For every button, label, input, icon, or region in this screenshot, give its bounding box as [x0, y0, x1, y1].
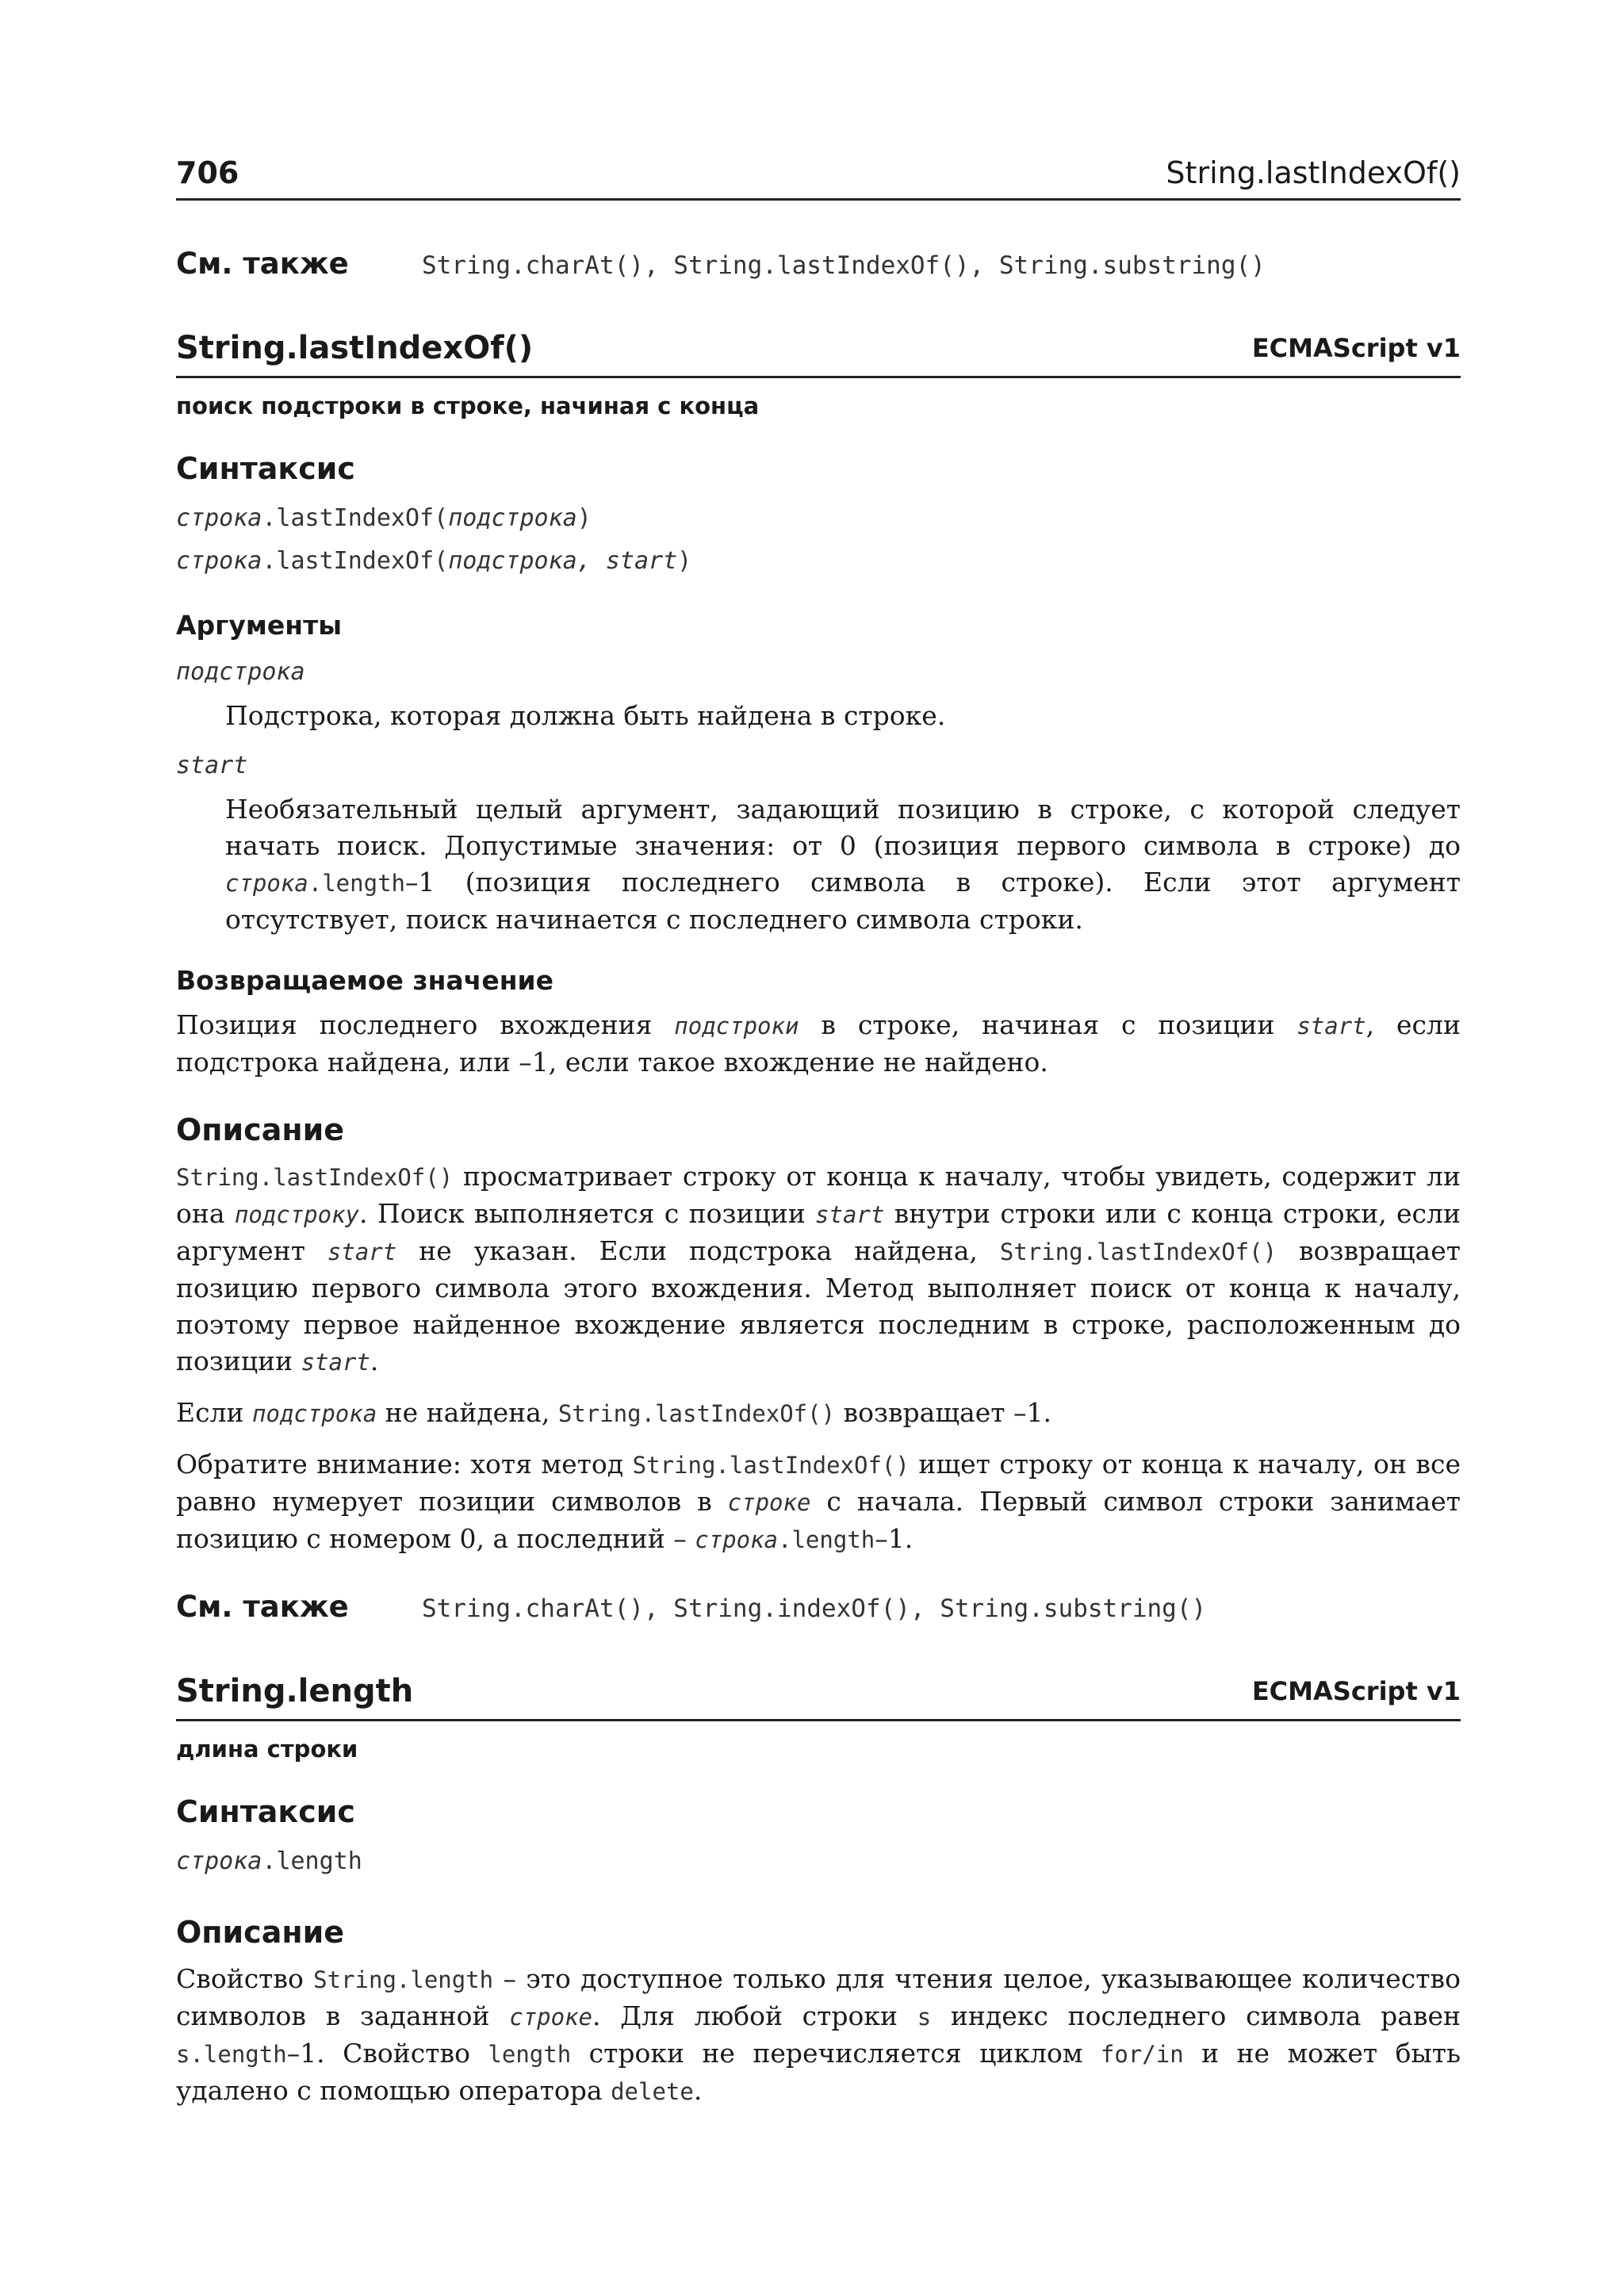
return-heading: Возвращаемое значение	[176, 965, 554, 996]
entry-summary: длина строки	[176, 1736, 358, 1763]
description-paragraph: String.lastIndexOf() просматривает строку от конца к началу, чтобы увидеть, содержит ли она подстроку. Поиск выполняется с позиции start внутри строки или с конца строки, если аргумент start не указан. Если подстрока найдена, String.lastIndexOf() возвращает позицию первого символа этого вхождения. Метод выполняет поиск от конца к началу, поэтому первое найденное вхождение является последним в строке, расположенным до позиции start.	[176, 1161, 1461, 1376]
book-page	[176, 143, 1461, 2124]
see-also-top	[176, 247, 1461, 281]
see-also-refs: String.charAt(), String.indexOf(), String.substring()	[422, 1594, 1207, 1623]
entry-header-lastindexof	[176, 330, 1461, 378]
entry-title: String.lastIndexOf()	[176, 330, 534, 366]
see-also-label: См. также	[176, 1590, 349, 1624]
see-also-entry1	[176, 1590, 1461, 1624]
description-paragraph: Обратите внимание: хотя метод String.lastIndexOf() ищет строку от конца к началу, он все равно нумерует позиции символов в строке с начала. Первый символ строки занимает позицию с номером 0, а последний – строка.length–1.	[176, 1449, 1461, 1554]
argument-description: Подстрока, которая должна быть найдена в строке.	[225, 700, 946, 731]
argument-description: Необязательный целый аргумент, задающий позицию в строке, с которой следует начать поиск. Допустимые значения: от 0 (позиция первого символа в строке) до строка.length–1 (позиция последнего символа в строке). Если этот аргумент отсутствует, поиск начинается с последнего символа строки.	[225, 794, 1461, 935]
running-title: String.lastIndexOf()	[1166, 155, 1461, 190]
return-text: Позиция последнего вхождения подстроки в строке, начиная с позиции start, если подстрока найдена, или –1, если такое вхождение не найдено.	[176, 1009, 1461, 1078]
description-heading: Описание	[176, 1915, 345, 1950]
syntax-heading: Синтаксис	[176, 1794, 355, 1829]
see-also-label: См. также	[176, 247, 349, 281]
syntax-line: строка.lastIndexOf(подстрока)	[176, 504, 592, 532]
entry-summary: поиск подстроки в строке, начиная с конца	[176, 392, 760, 419]
arguments-heading: Аргументы	[176, 610, 343, 641]
syntax-line: строка.lastIndexOf(подстрока, start)	[176, 547, 692, 575]
description-paragraph: Свойство String.length – это доступное только для чтения целое, указывающее количество символов в заданной строке. Для любой строки s индекс последнего символа равен s.length–1. Свойство length строки не перечисляется циклом for/in и не может быть удалено с помощью оператора delete.	[176, 1963, 1461, 2106]
syntax-heading: Синтаксис	[176, 451, 355, 486]
running-head	[176, 143, 1461, 201]
entry-header-length	[176, 1673, 1461, 1721]
see-also-refs: String.charAt(), String.lastIndexOf(), String.substring()	[422, 251, 1266, 280]
entry-standard: ECMAScript v1	[1251, 1676, 1461, 1706]
argument-name: подстрока	[176, 658, 305, 686]
page-number: 706	[176, 155, 239, 190]
description-paragraph: Если подстрока не найдена, String.lastIndexOf() возвращает –1.	[176, 1397, 1051, 1428]
description-heading: Описание	[176, 1112, 345, 1147]
entry-standard: ECMAScript v1	[1251, 333, 1461, 363]
syntax-line: строка.length	[176, 1847, 362, 1875]
entry-title: String.length	[176, 1673, 414, 1709]
argument-name: start	[176, 752, 248, 779]
